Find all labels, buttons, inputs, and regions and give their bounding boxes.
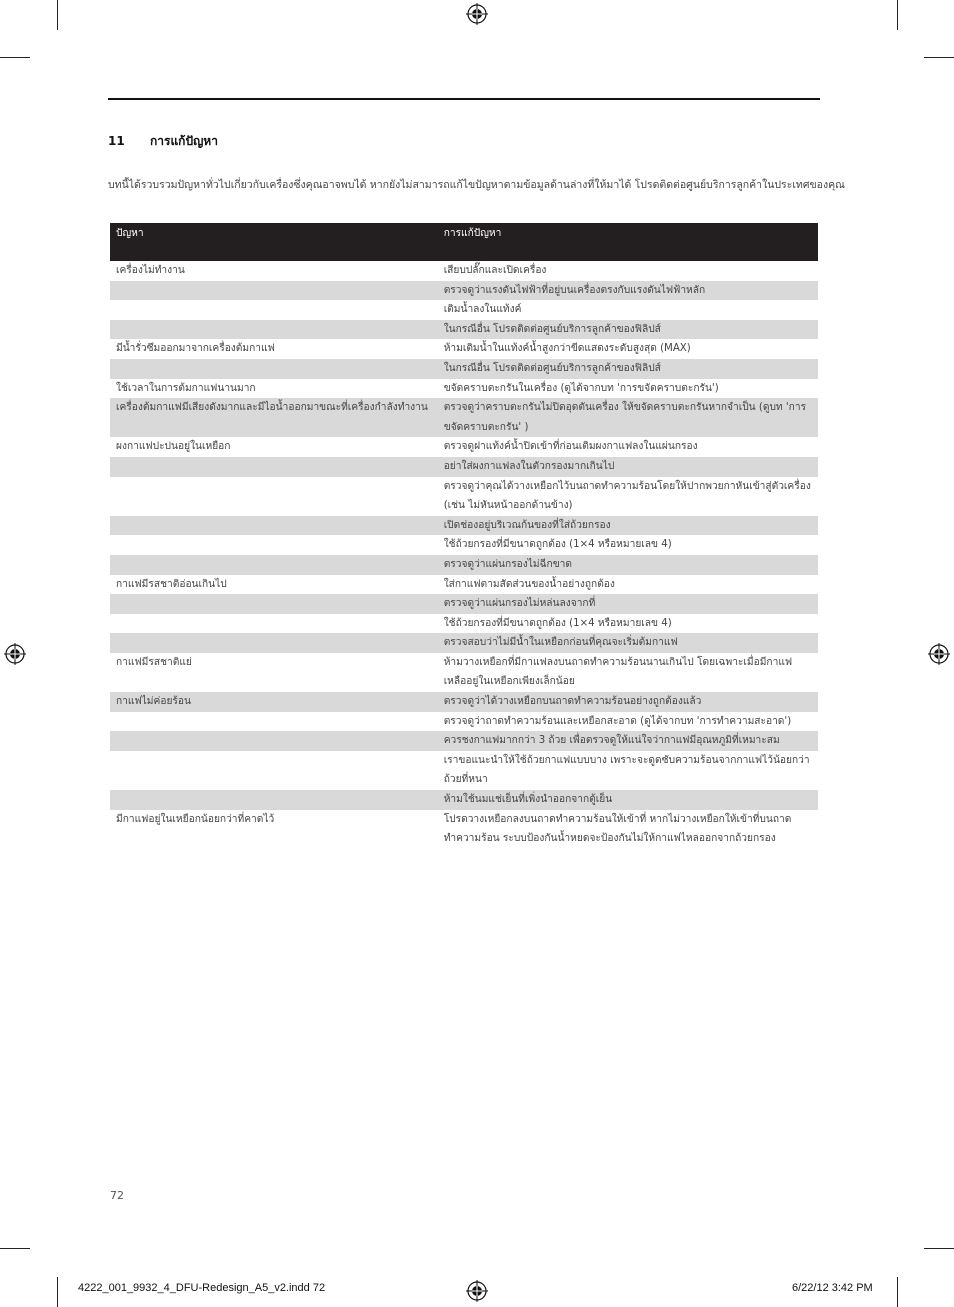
problem-cell — [110, 535, 438, 555]
problem-cell: ผงกาแฟปะปนอยู่ในเหยือก — [116, 441, 231, 453]
registration-mark-icon — [466, 1280, 488, 1302]
table-row — [110, 731, 818, 751]
problem-cell — [110, 751, 438, 790]
problem-cell — [110, 594, 438, 614]
problem-cell: ใช้เวลาในการต้มกาแฟนานมาก — [116, 382, 256, 394]
table-row — [110, 653, 818, 692]
problem-cell — [110, 320, 438, 340]
solution-cell: ตรวจดูว่าคราบตะกรันไม่ปิดอุดตันเครื่อง ให้ขจัดคราบตะกรันหากจำเป็น (ดูบท 'การขจัดคราบตะกรัน' ) — [438, 398, 818, 437]
table-row — [110, 810, 818, 849]
problem-cell: กาแฟมีรสชาติอ่อนเกินไป — [116, 578, 227, 590]
solution-cell: ควรชงกาแฟมากกว่า 3 ถ้วย เพื่อตรวจดูให้แน่ใจว่ากาแฟมีอุณหภูมิที่เหมาะสม — [438, 731, 818, 751]
problem-cell — [110, 281, 438, 301]
table-row — [110, 535, 818, 555]
problem-cell: มีกาแฟอยู่ในเหยือกน้อยกว่าที่คาดไว้ — [116, 813, 275, 825]
table-header-row — [110, 223, 818, 261]
table-row — [110, 516, 818, 536]
solution-cell: ตรวจดูว่าแรงดันไฟฟ้าที่อยู่บนเครื่องตรงกับแรงดันไฟฟ้าหลัก — [438, 281, 818, 301]
solution-cell: ตรวจดูฝาแท้งค์น้ำปิดเข้าที่ก่อนเติมผงกาแฟลงในแผ่นกรอง — [443, 441, 698, 453]
table-row — [110, 320, 818, 340]
table-row — [110, 300, 818, 320]
solution-cell: ห้ามวางเหยือกที่มีกาแฟลงบนถาดทำความร้อนนานเกินไป โดยเฉพาะเมื่อมีกาแฟเหลืออยู่ในเหยือกเพียงเล็กน้อย — [443, 656, 793, 688]
crop-mark — [924, 1248, 954, 1249]
slug-filename: 4222_001_9932_4_DFU-Redesign_A5_v2.indd 72 — [78, 1282, 326, 1294]
solution-cell: ห้ามเติมน้ำในแท้งค์น้ำสูงกว่าขีดแสดงระดับสูงสุด (MAX) — [443, 343, 691, 355]
problem-cell — [110, 457, 438, 477]
registration-mark-icon — [928, 643, 950, 665]
table-row — [110, 790, 818, 810]
crop-mark — [57, 0, 58, 30]
section-title: การแก้ปัญหา — [150, 134, 218, 148]
table-row — [110, 692, 818, 712]
solution-cell: เสียบปลั๊กและเปิดเครื่อง — [443, 265, 547, 276]
problem-cell: กาแฟมีรสชาติแย่ — [116, 656, 192, 668]
troubleshooting-table — [110, 223, 818, 849]
problem-cell — [110, 614, 438, 634]
solution-cell: ห้ามใช้นมแช่เย็นที่เพิ่งนำออกจากตู้เย็น — [438, 790, 818, 810]
intro-paragraph: บทนี้ได้รวบรวมปัญหาทั่วไปเกี่ยวกับเครื่องซึ่งคุณอาจพบได้ หากยังไม่สามารถแก้ไขปัญหาตามข้อมูลด้านล่างที่ให้มาได้ โปรดติดต่อศูนย์บริการลูกค้าในประเทศของคุณ — [108, 179, 845, 191]
solution-cell: ใช้ถ้วยกรองที่มีขนาดถูกต้อง (1×4 หรือหมายเลข 4) — [443, 617, 672, 629]
top-rule — [108, 98, 820, 100]
solution-cell: ตรวจดูว่าคุณได้วางเหยือกไว้บนถาดทำความร้อนโดยให้ปากพวยกาหันเข้าสู่ตัวเครื่อง (เช่น ไม่หันหน้าออกด้านข้าง) — [443, 480, 811, 512]
registration-mark-icon — [4, 643, 26, 665]
section-heading — [108, 132, 218, 151]
table-row — [110, 457, 818, 477]
table-row — [110, 437, 818, 457]
header-solution: การแก้ปัญหา — [438, 223, 818, 261]
table-row — [110, 339, 818, 359]
solution-cell: ตรวจดูว่าถาดทำความร้อนและเหยือกสะอาด (ดูได้จากบท 'การทำความสะอาด') — [443, 715, 792, 727]
table-row — [110, 575, 818, 595]
table-row — [110, 398, 818, 437]
problem-cell — [110, 477, 438, 516]
solution-cell: ตรวจดูว่าได้วางเหยือกบนถาดทำความร้อนอย่างถูกต้องแล้ว — [438, 692, 818, 712]
crop-mark — [897, 0, 898, 30]
solution-cell: เปิดช่องอยู่บริเวณก้นของที่ใส่ถ้วยกรอง — [438, 516, 818, 536]
problem-cell: มีน้ำรั่วซึมออกมาจากเครื่องต้มกาแฟ — [116, 343, 275, 355]
crop-mark — [924, 57, 954, 58]
registration-mark-icon — [466, 3, 488, 25]
problem-cell — [110, 359, 438, 379]
table-row — [110, 477, 818, 516]
problem-cell — [110, 712, 438, 732]
table-row — [110, 633, 818, 653]
problem-cell — [110, 790, 438, 810]
table-row — [110, 594, 818, 614]
solution-cell: ขจัดคราบตะกรันในเครื่อง (ดูได้จากบท 'การขจัดคราบตะกรัน') — [443, 382, 719, 394]
header-problem: ปัญหา — [110, 223, 438, 261]
solution-cell: ตรวจสอบว่าไม่มีน้ำในเหยือกก่อนที่คุณจะเริ่มต้มกาแฟ — [438, 633, 818, 653]
problem-cell: เครื่องไม่ทำงาน — [116, 265, 185, 276]
table-row — [110, 281, 818, 301]
solution-cell: อย่าใส่ผงกาแฟลงในตัวกรองมากเกินไป — [438, 457, 818, 477]
solution-cell: เติมน้ำลงในแท้งค์ — [443, 304, 522, 316]
crop-mark — [897, 1277, 898, 1307]
problem-cell: เครื่องต้มกาแฟมีเสียงดังมากและมีไอน้ำออกมาขณะที่เครื่องกำลังทำงาน — [110, 398, 438, 437]
table-row — [110, 614, 818, 634]
problem-cell — [110, 300, 438, 320]
table-row — [110, 261, 818, 281]
problem-cell — [110, 555, 438, 575]
table-row — [110, 379, 818, 399]
problem-cell — [110, 516, 438, 536]
table-row — [110, 555, 818, 575]
solution-cell: ใช้ถ้วยกรองที่มีขนาดถูกต้อง (1×4 หรือหมายเลข 4) — [443, 539, 672, 551]
crop-mark — [0, 1248, 30, 1249]
table-row — [110, 751, 818, 790]
solution-cell: ตรวจดูว่าแผ่นกรองไม่หล่นลงจากที่ — [438, 594, 818, 614]
slug-datetime: 6/22/12 3:42 PM — [792, 1282, 873, 1294]
solution-cell: ในกรณีอื่น โปรดติดต่อศูนย์บริการลูกค้าของฟิลิปส์ — [438, 320, 818, 340]
problem-cell — [110, 633, 438, 653]
table-row — [110, 712, 818, 732]
problem-cell: กาแฟไม่ค่อยร้อน — [110, 692, 438, 712]
solution-cell: ตรวจดูว่าแผ่นกรองไม่ฉีกขาด — [438, 555, 818, 575]
problem-cell — [110, 731, 438, 751]
solution-cell: ใส่กาแฟตามสัดส่วนของน้ำอย่างถูกต้อง — [443, 578, 615, 590]
crop-mark — [0, 57, 30, 58]
solution-cell: ในกรณีอื่น โปรดติดต่อศูนย์บริการลูกค้าของฟิลิปส์ — [438, 359, 818, 379]
section-number: 11 — [108, 134, 125, 148]
solution-cell: เราขอแนะนำให้ใช้ถ้วยกาแฟแบบบาง เพราะจะดูดซับความร้อนจากกาแฟไว้น้อยกว่าถ้วยที่หนา — [443, 754, 810, 786]
crop-mark — [57, 1277, 58, 1307]
solution-cell: โปรดวางเหยือกลงบนถาดทำความร้อนให้เข้าที่ หากไม่วางเหยือกให้เข้าที่บนถาดทำความร้อน ระบบป้องกันน้ำหยดจะป้องกันไม่ให้กาแฟไหลออกจากถ้วยกรอง — [443, 813, 792, 845]
page-number: 72 — [110, 1189, 124, 1202]
table-row — [110, 359, 818, 379]
